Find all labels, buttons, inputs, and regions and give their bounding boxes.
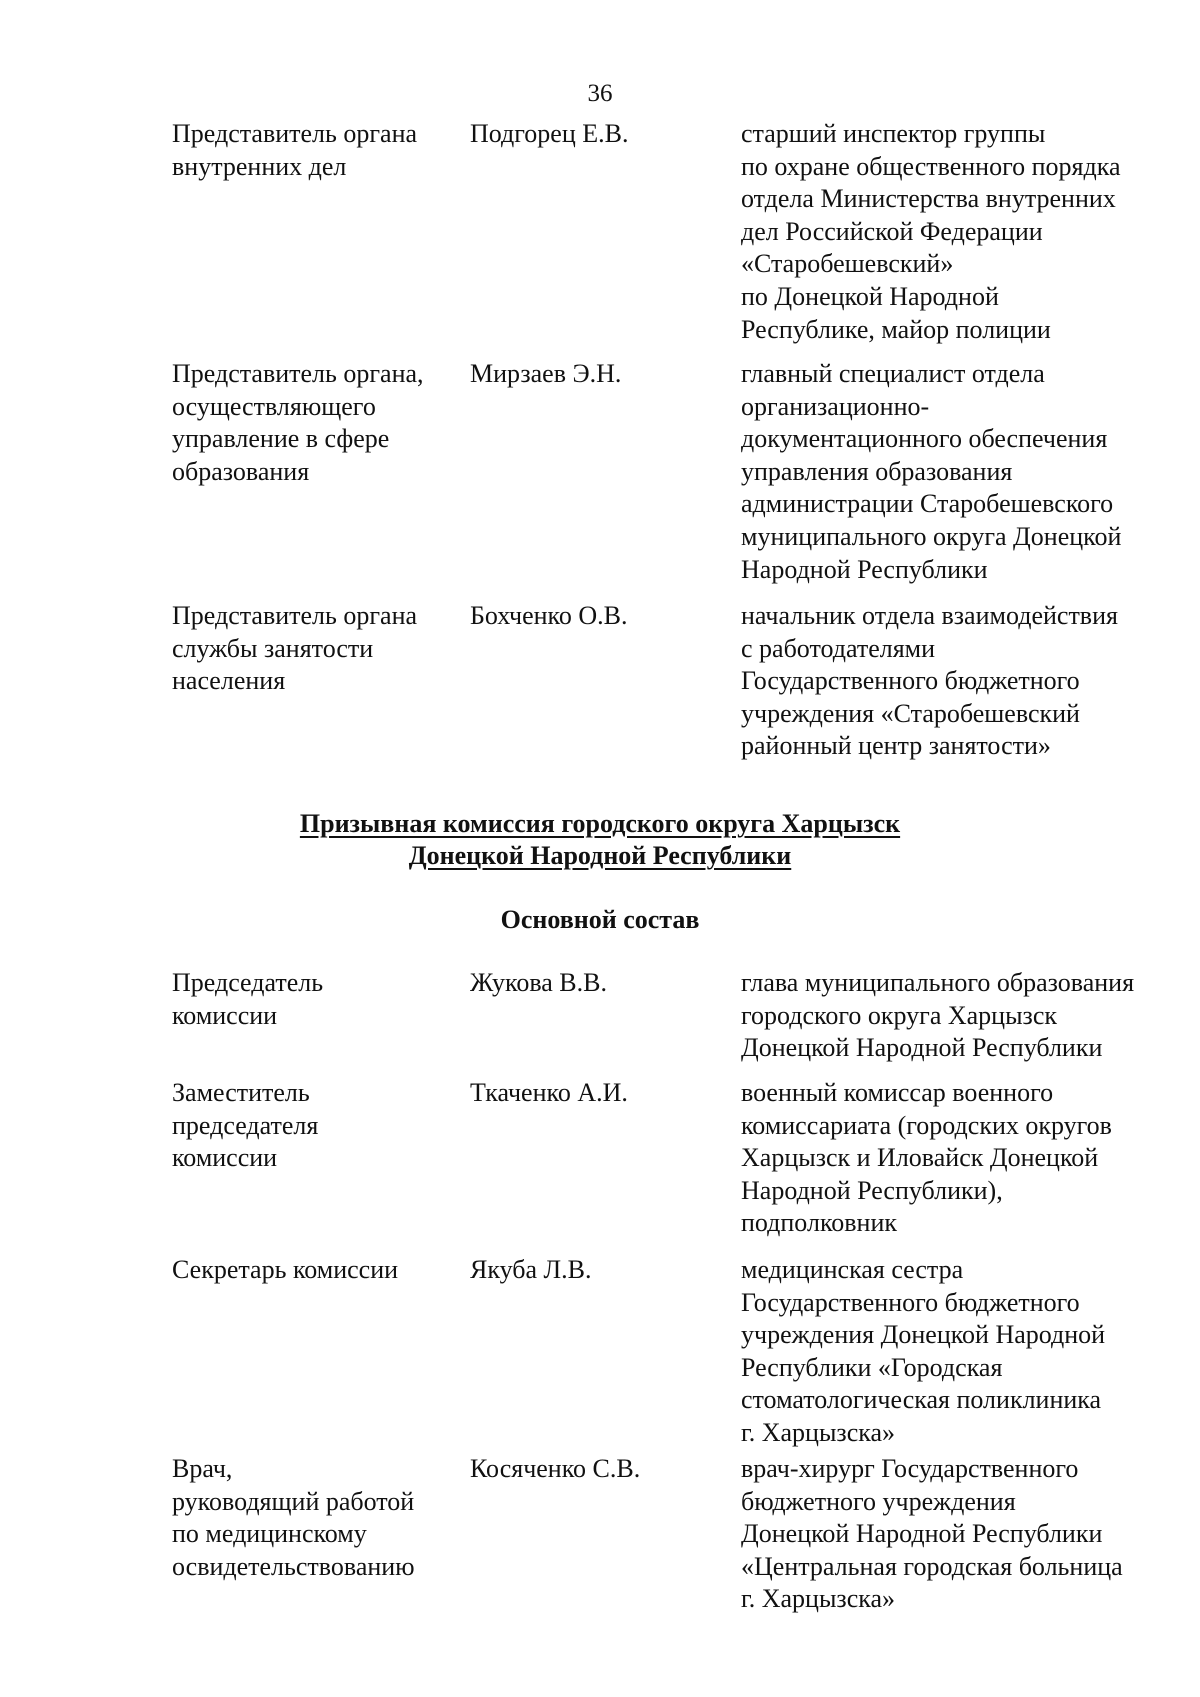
section-title: [0, 808, 1200, 872]
member-description: врач-хирург Государственного бюджетного учреждения Донецкой Народной Республики «Центральная городская больница г. Харцызска»: [741, 1454, 1123, 1614]
member-name: Косяченко С.В.: [470, 1454, 641, 1483]
member-name: Мирзаев Э.Н.: [470, 359, 622, 388]
member-role: Представитель органа, осуществляющего управление в сфере образования: [172, 359, 424, 486]
member-role: Секретарь комиссии: [172, 1255, 399, 1284]
member-description: начальник отдела взаимодействия с работодателями Государственного бюджетного учреждения «Старобешевский районный центр занятости»: [741, 601, 1118, 761]
page-number: 36: [587, 80, 613, 107]
member-description: главный специалист отдела организационно- документационного обеспечения управления образования администрации Старобешевского муниципального округа Донецкой Народной Республики: [741, 359, 1122, 584]
member-name: Якуба Л.В.: [470, 1255, 592, 1284]
member-description: глава муниципального образования городского округа Харцызск Донецкой Народной Республики: [741, 968, 1135, 1063]
section-title-line-2: Донецкой Народной Республики: [408, 841, 792, 870]
member-description: военный комиссар военного комиссариата (городских округов Харцызск и Иловайск Донецкой Народной Республики), подполковник: [741, 1078, 1112, 1238]
member-role: Представитель органа службы занятости населения: [172, 601, 418, 696]
member-role: Представитель органа внутренних дел: [172, 119, 418, 181]
member-description: медицинская сестра Государственного бюджетного учреждения Донецкой Народной Республики «Городская стоматологическая поликлиника г. Харцызска»: [741, 1255, 1106, 1447]
section-title-line-1: Призывная комиссия городского округа Харцызск: [299, 809, 901, 838]
member-role: Председатель комиссии: [172, 968, 324, 1030]
member-name: Подгорец Е.В.: [470, 119, 629, 148]
member-role: Заместитель председателя комиссии: [172, 1078, 319, 1173]
member-description: старший инспектор группы по охране общественного порядка отдела Министерства внутренних дел Российской Федерации «Старобешевский» по Донецкой Народной Республике, майор полиции: [741, 119, 1121, 344]
member-name: Бохченко О.В.: [470, 601, 628, 630]
section-subtitle: Основной состав: [500, 905, 700, 934]
member-role: Врач, руководящий работой по медицинскому освидетельствованию: [172, 1454, 415, 1581]
member-name: Ткаченко А.И.: [470, 1078, 628, 1107]
member-name: Жукова В.В.: [470, 968, 607, 997]
